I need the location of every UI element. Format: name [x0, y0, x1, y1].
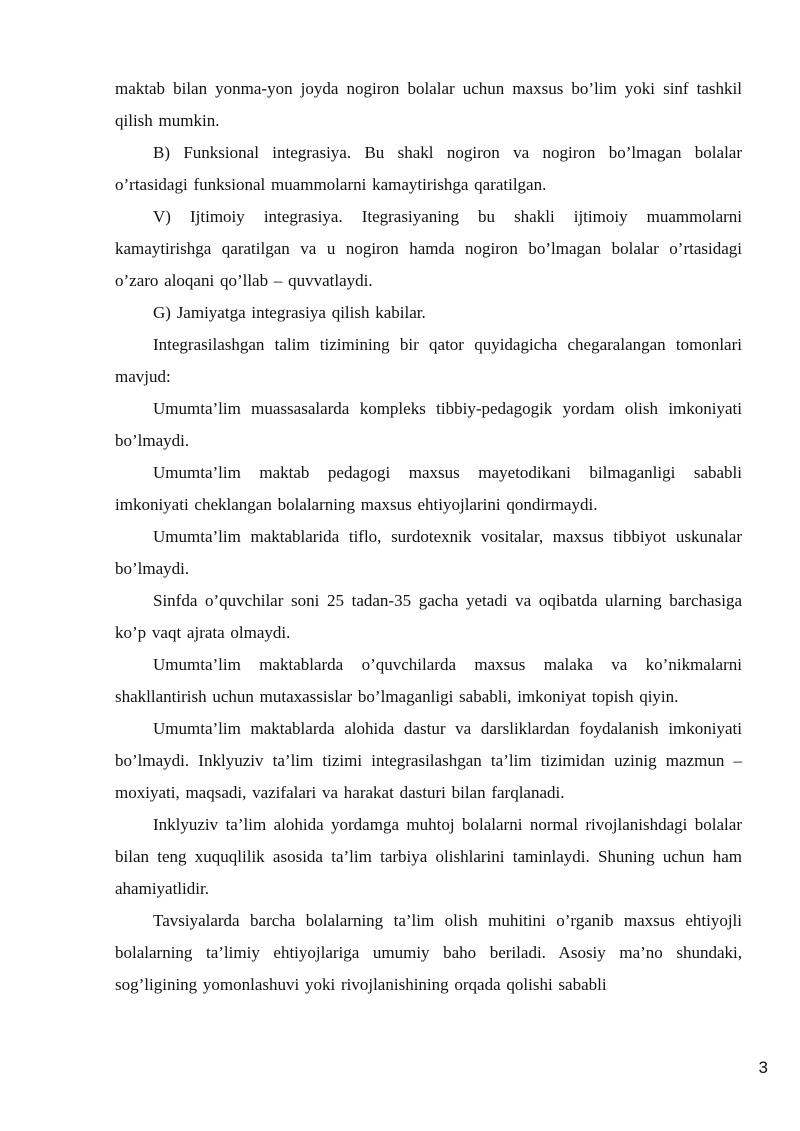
page-number: 3	[758, 1058, 768, 1077]
paragraph-limitation-curriculum: Umumta’lim maktablarda alohida dastur va darsliklardan foydalanish imkoniyati bo’lmaydi. Inklyuziv ta’lim tizimi integrasilashgan ta’lim tizimidan uzinig mazmun – moxiyati, maqsadi, vazifalari va harakat dasturi bilan farqlanadi.	[115, 719, 742, 802]
paragraph-limitations-intro: Integrasilashgan talim tizimining bir qator quyidagicha chegaralangan tomonlari mavjud:	[115, 335, 742, 386]
paragraph-society-integration: G) Jamiyatga integrasiya qilish kabilar.	[153, 303, 426, 322]
paragraph-functional-integration: B) Funksional integrasiya. Bu shakl nogiron va nogiron bo’lmagan bolalar o’rtasidagi funksional muammolarni kamaytirishga qaratilgan.	[115, 143, 742, 194]
page-body	[115, 73, 742, 1001]
paragraph-social-integration: V) Ijtimoiy integrasiya. Itegrasiyaning bu shakli ijtimoiy muammolarni kamaytirishga qaratilgan va u nogiron hamda nogiron bo’lmagan bolalar o’rtasidagi o’zaro aloqani qo’llab – quvvatlaydi.	[115, 207, 742, 290]
paragraph-continuation: maktab bilan yonma-yon joyda nogiron bolalar uchun maxsus bo’lim yoki sinf tashkil qilish mumkin.	[115, 79, 742, 130]
paragraph-limitation-class-size: Sinfda o’quvchilar soni 25 tadan-35 gacha yetadi va oqibatda ularning barchasiga ko’p vaqt ajrata olmaydi.	[115, 591, 742, 642]
paragraph-limitation-specialists: Umumta’lim maktablarda o’quvchilarda maxsus malaka va ko’nikmalarni shakllantirish uchun mutaxassislar bo’lmaganligi sababli, imkoniyat topish qiyin.	[115, 655, 742, 706]
paragraph-limitation-methodology: Umumta’lim maktab pedagogi maxsus mayetodikani bilmaganligi sababli imkoniyati cheklangan bolalarning maxsus ehtiyojlarini qondirmaydi.	[115, 463, 742, 514]
paragraph-inclusive-education: Inklyuziv ta’lim alohida yordamga muhtoj bolalarni normal rivojlanishdagi bolalar bilan teng xuquqlilik asosida ta’lim tarbiya olishlarini taminlaydi. Shuning uchun ham ahamiyatlidir.	[115, 815, 742, 898]
paragraph-limitation-medical: Umumta’lim muassasalarda kompleks tibbiy-pedagogik yordam olish imkoniyati bo’lmaydi.	[115, 399, 742, 450]
paragraph-recommendations: Tavsiyalarda barcha bolalarning ta’lim olish muhitini o’rganib maxsus ehtiyojli bolalarning ta’limiy ehtiyojlariga umumiy baho beriladi. Asosiy ma’no shundaki, sog’ligining yomonlashuvi yoki rivojlanishining orqada qolishi sababli	[115, 911, 742, 994]
paragraph-limitation-equipment: Umumta’lim maktablarida tiflo, surdotexnik vositalar, maxsus tibbiyot uskunalar bo’lmaydi.	[115, 527, 742, 578]
